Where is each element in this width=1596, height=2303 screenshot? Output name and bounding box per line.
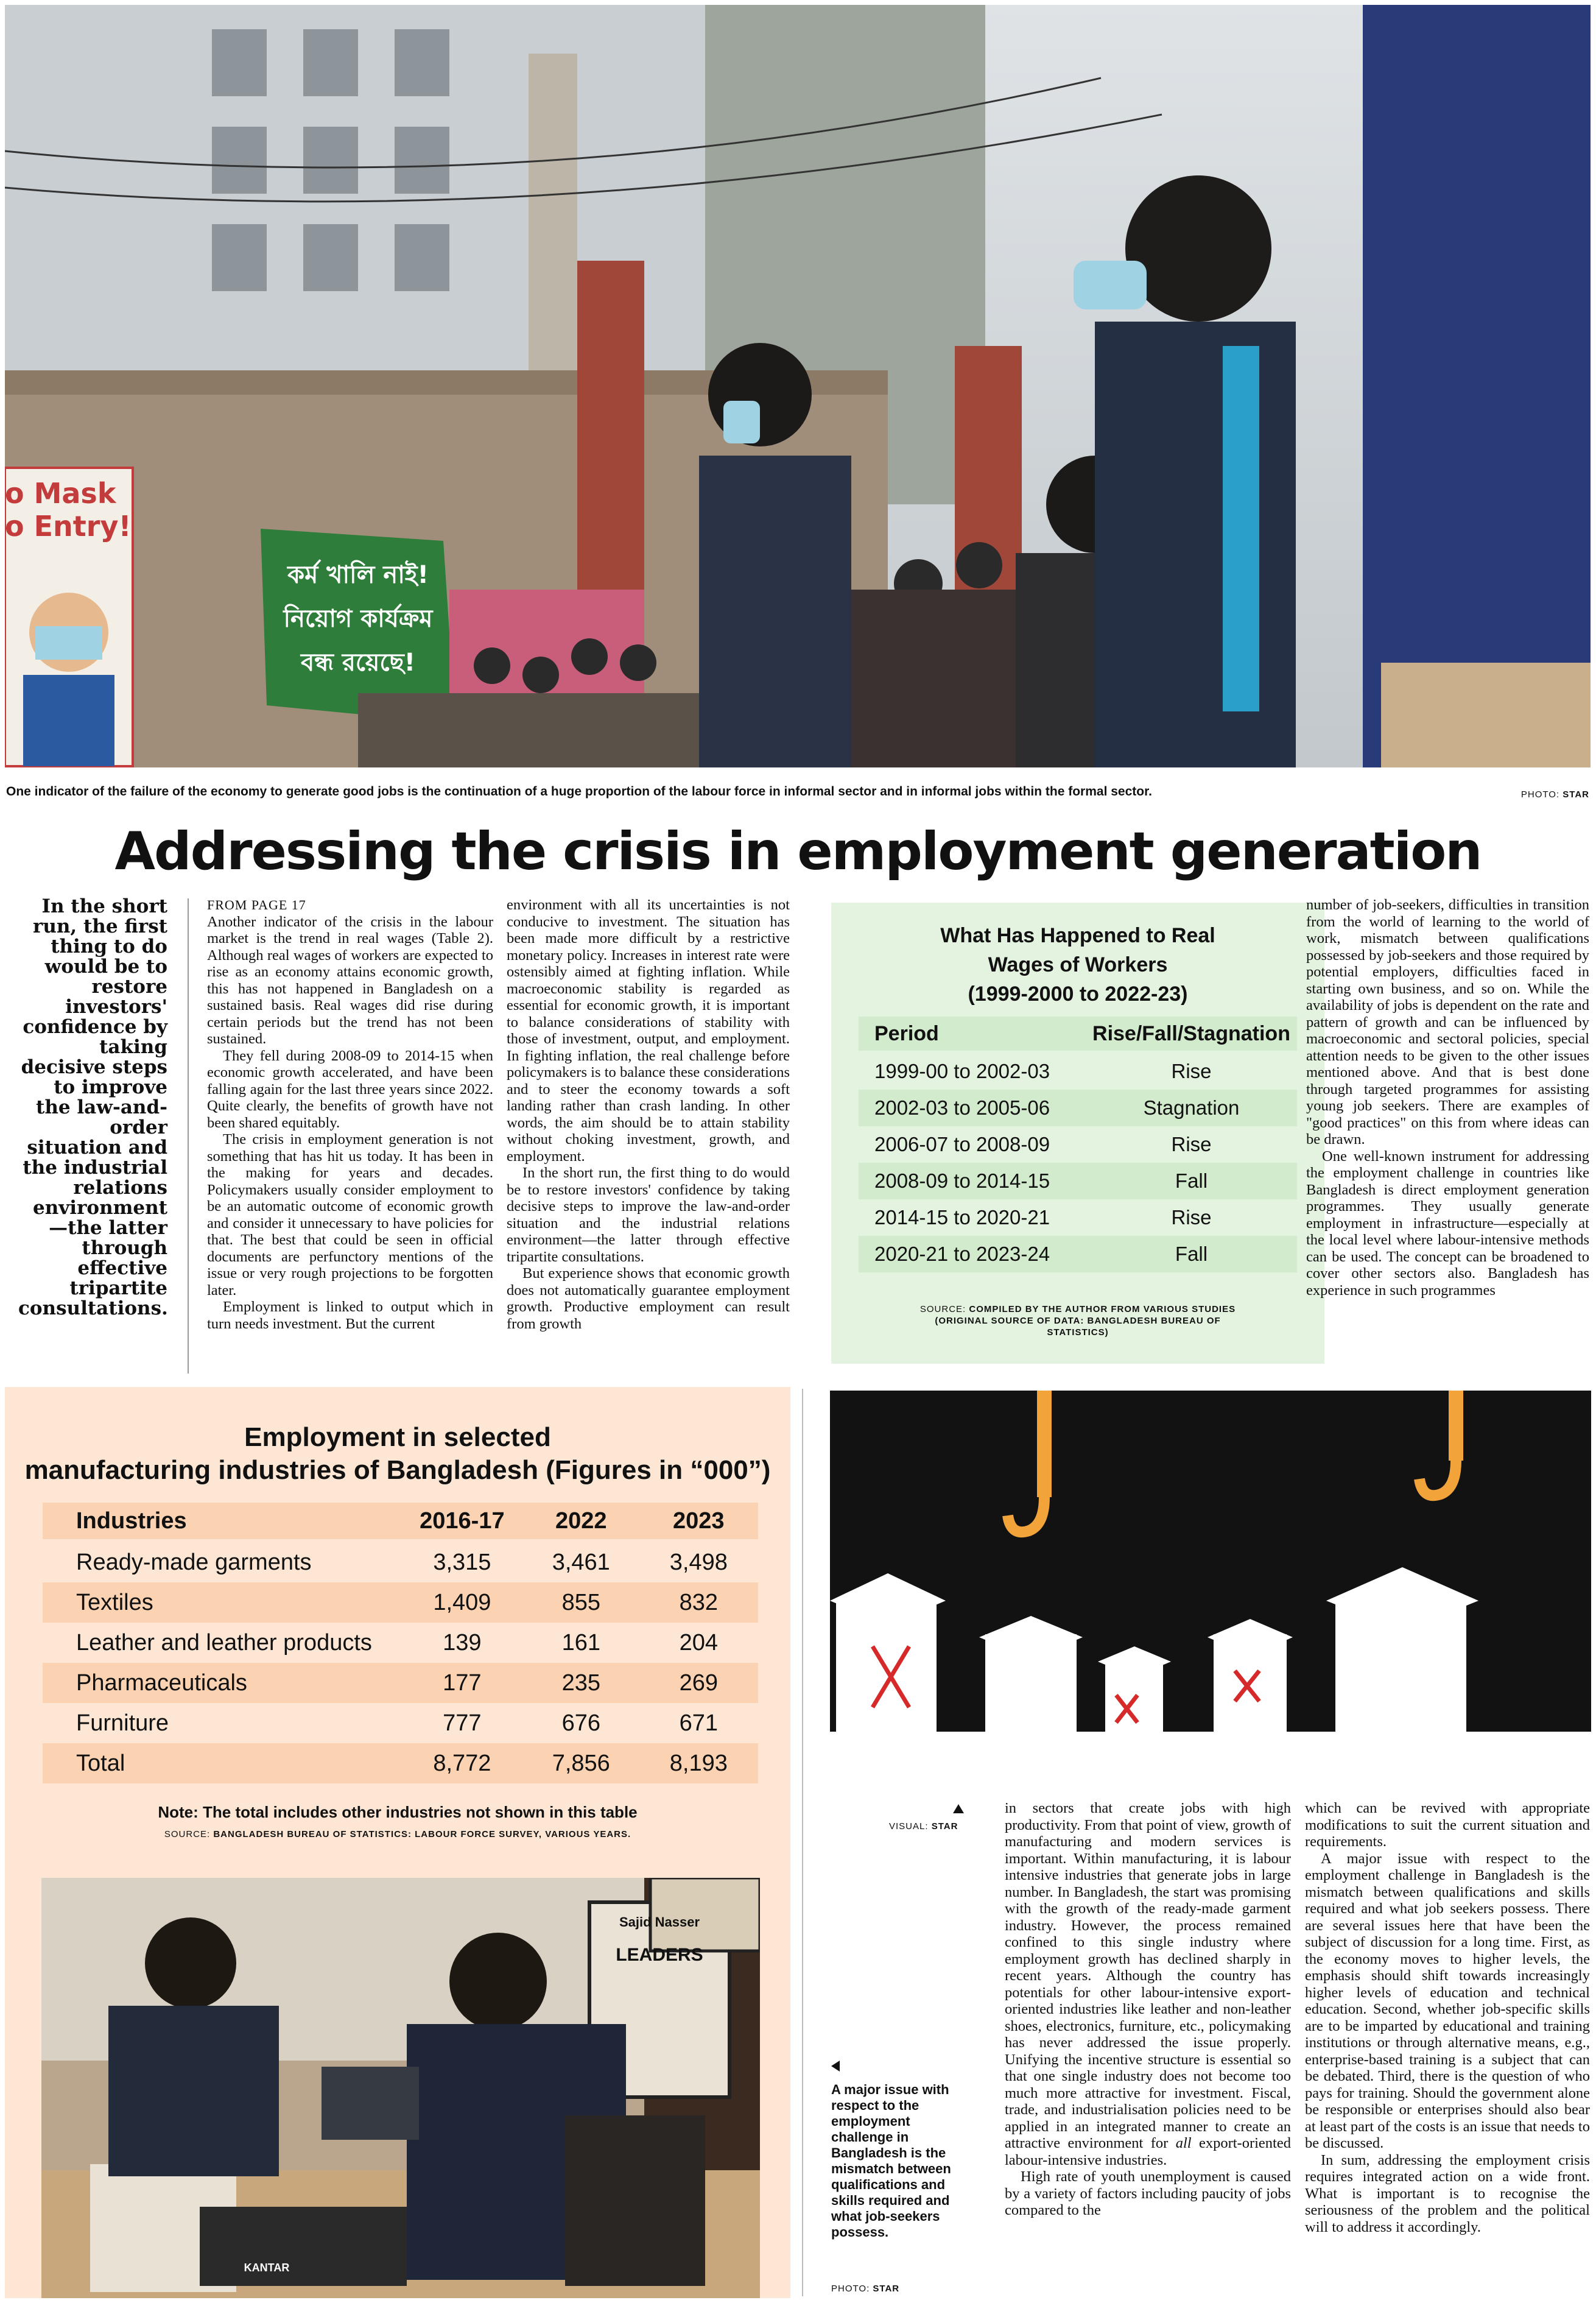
paragraph: In sum, addressing the employment crisis requires integrated action on a wide front. What is important is to recognise the seriousness of the problem and the political will to address it accordingly. [1305, 2151, 1590, 2235]
wages-table-body [859, 1053, 1297, 1272]
table-row [43, 1582, 758, 1623]
mask-sign-text: o Mask o Entry! [5, 477, 132, 543]
mfg-table-header [43, 1503, 758, 1539]
period-cell: 2002-03 to 2005-06 [874, 1096, 1050, 1119]
header-trend: Rise/Fall/Stagnation [1092, 1021, 1290, 1045]
industry-cell: Leather and leather products [76, 1629, 372, 1656]
period-cell: 2014-15 to 2020-21 [874, 1206, 1050, 1229]
value-cell: 1,409 [433, 1589, 491, 1615]
paragraph: number of job-seekers, difficulties in transition from the world of learning to the world of work, mismatch between qualifications possessed by job-seekers and those required by potential employers, difficulties faced in starting own business, and so on. While the availability of jobs is dependent on the rate and pattern of growth and can be influenced by macroeconomic and sectoral policies, special attention needs to be given to the other issues mentioned above. And that is best done through targeted programmes for assisting young job seekers. There are examples of "good practices" on this from where ideas can be drawn. [1306, 897, 1589, 1148]
table-row [859, 1053, 1297, 1090]
table-row [859, 1163, 1297, 1199]
paragraph: A major issue with respect to the employment challenge in Bangladesh is the mismatch between qualifications and skills required and what job seekers possess. There are several issues here that have been the subject of discussion for a long time. First, as the economy moves to higher levels, the emphasis should shift towards increasingly higher levels of education and technical education. Second, whether job-specific skills are to be imparted by educational and training institutions or through alternative means, e.g., enterprise-based training is a subject that can be debated. Third, there is the question of who pays for training. Should the government alone be responsible or enterprises should also bear at least part of the costs is an issue that needs to be discussed. [1305, 1850, 1590, 2151]
banner-text: কর্ম খালি নাই! নিয়োগ কার্যক্রম বন্ধ রয়েছে! [283, 561, 433, 677]
value-cell: 204 [679, 1629, 718, 1656]
table-row [859, 1090, 1297, 1126]
paragraph: Another indicator of the crisis in the labour market is the trend in real wages (Table 2). Although real wages of workers are expected to rise as an economy attains economic growth, this has not happened in Bangladesh on a sustained basis. Real wages did rise during certain periods but the trend has not been sustained. [207, 913, 493, 1047]
paragraph: In the short run, the first thing to do would be to restore investors' confidence by taking decisive steps to improve the law-and-order situation and the industrial relations environment—the latter through effective tripartite consultations. [507, 1165, 790, 1265]
period-cell: 2008-09 to 2014-15 [874, 1169, 1050, 1192]
graduates-illustration [830, 1391, 1591, 1799]
header-industries: Industries [76, 1508, 187, 1534]
table-row [859, 1236, 1297, 1272]
table-row [43, 1623, 758, 1663]
value-cell: 3,461 [552, 1549, 610, 1575]
paragraph: environment with all its uncertainties is not conducive to investment. The situation has been made more difficult by a restrictive monetary policy. Increases in interest rate were ostensibly aimed at fighting inflation. While macroeconomic stability is regarded as essential for economic growth, it is important to balance considerations of stability with those of investment, output, and employment. In fighting inflation, the real challenge before policymakers is to balance these considerations and to steer the economy towards a soft landing rather than crash landing. In other words, the aim should be to attain stability without choking investment, growth, and employment. [507, 897, 790, 1165]
mfg-table-box [5, 1387, 790, 2298]
protest-scene-illustration [5, 5, 1591, 767]
trend-cell: Rise [1171, 1060, 1212, 1082]
side-quote-credit: PHOTO: STAR [831, 2284, 900, 2294]
side-quote: A major issue with respect to the employment challenge in Bangladesh is the mismatch between qualifications and skills required and what job-seekers possess. [831, 2082, 951, 2240]
header-period: Period [874, 1021, 939, 1045]
header-2022: 2022 [555, 1508, 607, 1534]
period-cell: 2006-07 to 2008-09 [874, 1133, 1050, 1155]
table-row [43, 1663, 758, 1703]
wages-table-header [859, 1017, 1297, 1051]
body-column-2 [507, 897, 790, 1332]
wages-table-title: What Has Happened to Real Wages of Workers (1999-2000 to 2022-23) [940, 924, 1215, 1006]
body-column-lower-right [1305, 1800, 1590, 2235]
trend-cell: Rise [1171, 1133, 1212, 1155]
headline: Addressing the crisis in employment generation [114, 821, 1482, 882]
value-cell: 8,772 [433, 1750, 491, 1776]
header-2023: 2023 [673, 1508, 725, 1534]
mfg-table-title: Employment in selected manufacturing industries of Bangladesh (Figures in “000”) [24, 1422, 771, 1485]
trend-cell: Fall [1175, 1243, 1208, 1265]
value-cell: 676 [561, 1710, 600, 1736]
trend-cell: Stagnation [1143, 1096, 1240, 1119]
header-2016-17: 2016-17 [420, 1508, 505, 1534]
poster-word: LEADERS [616, 1945, 703, 1965]
period-cell: 2020-21 to 2023-24 [874, 1243, 1050, 1265]
triangle-left-icon [831, 2061, 840, 2072]
value-cell: 832 [679, 1589, 718, 1615]
table-row [859, 1199, 1297, 1236]
interview-illustration [41, 1878, 760, 2298]
value-cell: 8,193 [669, 1750, 728, 1776]
industry-cell: Pharmaceuticals [76, 1670, 247, 1696]
interview-photo [41, 1878, 760, 2298]
book-text: KANTAR [244, 2262, 290, 2274]
body-column-1 [207, 897, 493, 1332]
visual-credit: VISUAL: STAR [889, 1821, 958, 1832]
table-row [43, 1743, 758, 1783]
mfg-table-note: Note: The total includes other industries not shown in this table [158, 1803, 638, 1821]
value-cell: 855 [561, 1589, 600, 1615]
industry-cell: Textiles [76, 1589, 153, 1615]
paragraph: The crisis in employment generation is not something that has hit us today. It has been in the making for years and decades. Policymakers usually consider employment to be an automatic outcome of economic growth and consider it unnecessary to have policies for that. The best that could be seen in official documents are perfunctory mentions of the issue or very rough projections to be forgotten later. [207, 1131, 493, 1299]
industry-cell: Ready-made garments [76, 1549, 312, 1575]
value-cell: 269 [679, 1670, 718, 1696]
paragraph: in sectors that create jobs with high productivity. From that point of view, growth of manufacturing and modern services is important. Within manufacturing, it is labour intensive industries that generate jobs in large number. In Bangladesh, the start was promising with the growth of the ready-made garment industry. However, the process remained confined to this single industry where employment growth has declined sharply in recent years. Although the country has potentials for other labour-intensive export-oriented industries like leather and non-leather shoes, electronics, furniture, etc., policymaking has never addressed the issue properly. Unifying the incentive structure is essential so that one single industry does not become too much more attractive for investment. Fiscal, trade, and industrialisation policies need to be applied in an integrated manner to create an attractive environment for all export-oriented labour-intensive industries. [1005, 1800, 1291, 2168]
top-photo-credit: PHOTO: STAR [1520, 789, 1589, 800]
period-cell: 1999-00 to 2002-03 [874, 1060, 1050, 1082]
headline-wrap [0, 821, 1596, 882]
body-column-right-top [1306, 897, 1589, 1299]
industry-cell: Furniture [76, 1710, 169, 1736]
value-cell: 777 [443, 1710, 482, 1736]
value-cell: 139 [443, 1629, 482, 1656]
top-photo [5, 5, 1591, 767]
value-cell: 161 [561, 1629, 600, 1656]
table-row [859, 1126, 1297, 1163]
value-cell: 177 [443, 1670, 482, 1696]
pull-quote: In the short run, the first thing to do would be to restore investors' confidence by taking decisive steps to improve the law-and-order situation and the industrial relations environment—the latter through effective tripartite consultations. [18, 895, 168, 1319]
value-cell: 235 [561, 1670, 600, 1696]
value-cell: 3,498 [669, 1549, 728, 1575]
trend-cell: Rise [1171, 1206, 1212, 1229]
lower-divider [802, 1389, 803, 2296]
paragraph: High rate of youth unemployment is caused by a variety of factors including paucity of jobs compared to the [1005, 2168, 1291, 2218]
value-cell: 671 [679, 1710, 718, 1736]
top-photo-caption: One indicator of the failure of the economy to generate good jobs is the continuation of a huge proportion of the labour force in informal sector and in informal jobs within the formal sector. [6, 785, 1152, 799]
paragraph: But experience shows that economic growth does not automatically guarantee employment growth. Productive employment can result from growth [507, 1265, 790, 1332]
paragraph: which can be revived with appropriate modifications to suit the current situation and requirements. [1305, 1800, 1590, 1850]
triangle-up-icon [953, 1804, 964, 1813]
poster-name: Sajid Nasser [619, 1914, 700, 1930]
paragraph: Employment is linked to output which in turn needs investment. But the current [207, 1299, 493, 1332]
value-cell: 7,856 [552, 1750, 610, 1776]
graduates-visual [830, 1391, 1591, 1799]
paragraph: One well-known instrument for addressing the employment challenge in countries like Bangladesh is direct employment generation programmes. They usually generate employment in infrastructure—especially at the local level where labour-intensive methods can be used. The concept can be broadened to cover other sectors also. Bangladesh has experience in such programmes [1306, 1148, 1589, 1299]
mfg-table-source: SOURCE: BANGLADESH BUREAU OF STATISTICS: LABOUR FORCE SURVEY, VARIOUS YEARS. [164, 1829, 631, 1839]
table-row [43, 1542, 758, 1582]
mfg-table-body [43, 1542, 758, 1783]
pull-quote-divider [188, 898, 189, 1374]
body-column-lower-mid [1005, 1800, 1291, 2219]
value-cell: 3,315 [433, 1549, 491, 1575]
wages-table-source: SOURCE: COMPILED BY THE AUTHOR FROM VARIOUS STUDIES (ORIGINAL SOURCE OF DATA: BANGLADESH BUREAU OF STATISTICS) [919, 1304, 1236, 1338]
from-page-label: FROM PAGE 17 [207, 897, 306, 912]
wages-table-box [831, 903, 1324, 1364]
table-row [43, 1703, 758, 1743]
industry-cell: Total [76, 1750, 125, 1776]
trend-cell: Fall [1175, 1169, 1208, 1192]
paragraph: They fell during 2008-09 to 2014-15 when economic growth accelerated, and have been falling again for the last three years since 2022. Quite clearly, the benefits of growth have not been shared equitably. [207, 1047, 493, 1131]
